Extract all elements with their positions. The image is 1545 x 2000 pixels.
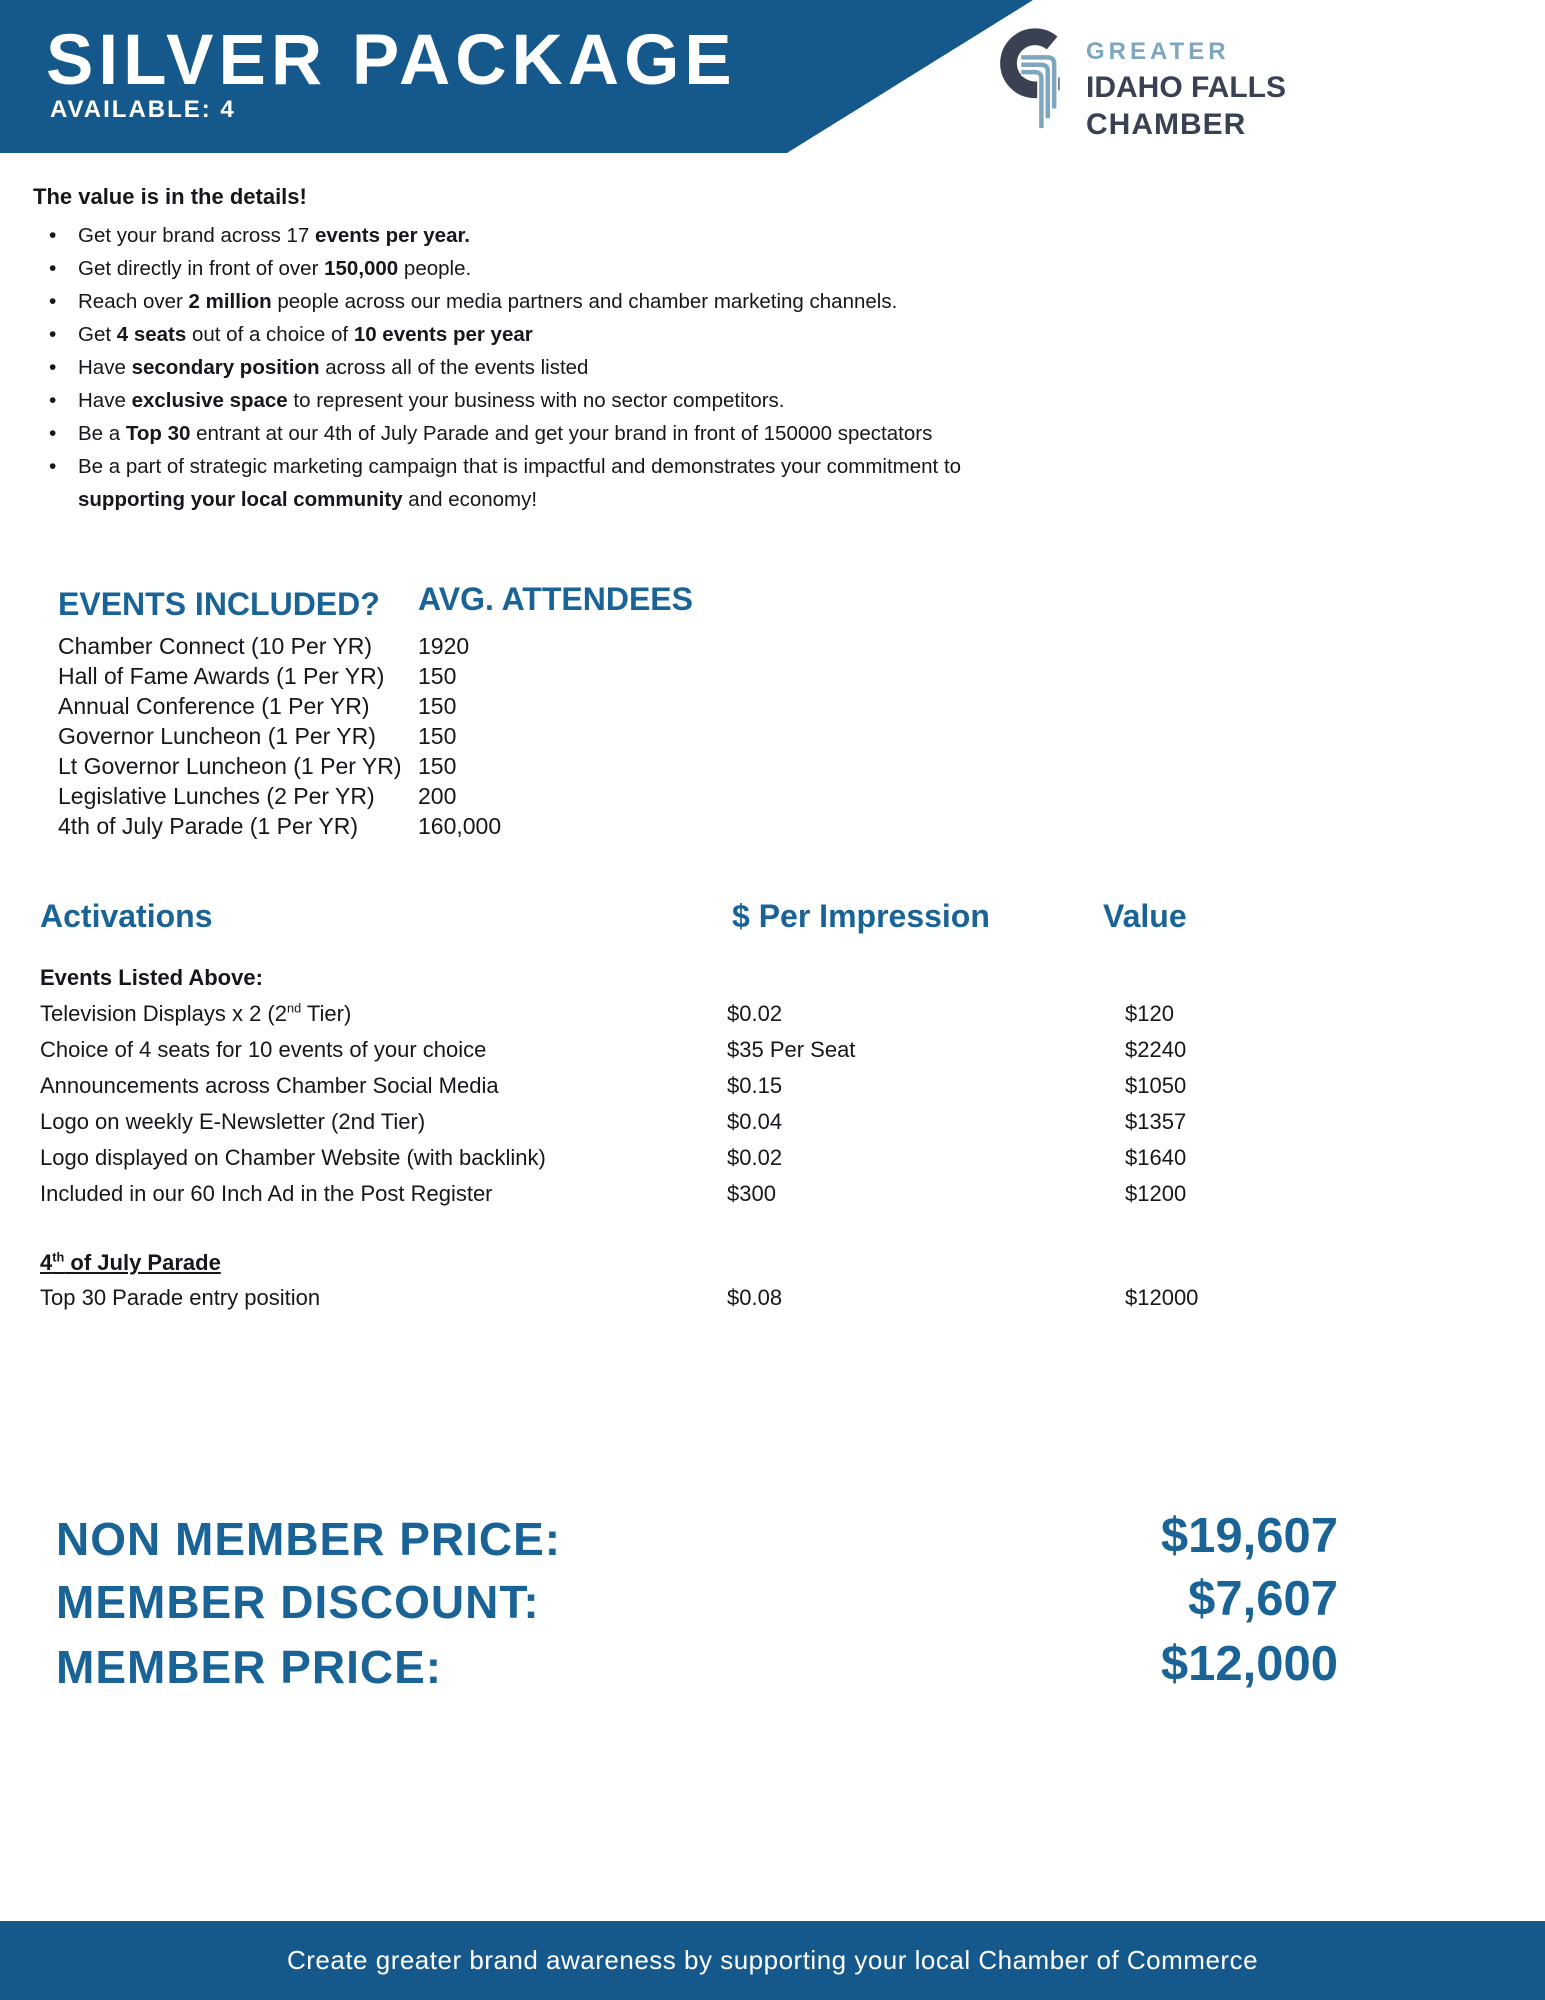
activation-impression: $300: [727, 1181, 776, 1206]
list-item: • Be a Top 30 entrant at our 4th of July Parade and get your brand in front of 150000 spectators: [33, 417, 1333, 450]
table-row: [40, 1068, 1440, 1104]
activations-header-row: [40, 898, 1440, 944]
table-row: [40, 1140, 1440, 1176]
table-row: [58, 661, 818, 691]
activation-label: Top 30 Parade entry position: [40, 1285, 321, 1310]
value-column-header: Value: [1103, 898, 1187, 934]
footer-tagline: Create greater brand awareness by supporting your local Chamber of Commerce: [286, 1945, 1259, 1975]
avg-attendees-heading: AVG. ATTENDEES: [418, 581, 693, 617]
table-row: [58, 751, 818, 781]
non-member-price-row: [56, 1509, 1338, 1570]
activation-impression: $0.15: [727, 1073, 783, 1098]
list-item: • Get your brand across 17 events per year.: [33, 219, 1333, 252]
activation-label: Announcements across Chamber Social Media: [40, 1073, 499, 1098]
event-attendees: 150: [418, 753, 457, 779]
activation-impression: $0.02: [727, 1145, 783, 1170]
activation-label: Logo displayed on Chamber Website (with backlink): [40, 1145, 546, 1170]
table-row: [58, 691, 818, 721]
table-row: [40, 1280, 1440, 1316]
event-attendees: 160,000: [418, 813, 502, 839]
event-label: Lt Governor Luncheon (1 Per YR): [58, 753, 402, 779]
list-item: • Be a part of strategic marketing campaign that is impactful and demonstrates your commitment to supporting your local community and economy!: [33, 450, 1333, 516]
table-row: [40, 1032, 1440, 1068]
chamber-logo-text: [1086, 24, 1286, 142]
activation-impression: $0.02: [727, 1001, 783, 1026]
chamber-logo: [996, 24, 1286, 142]
event-label: 4th of July Parade (1 Per YR): [58, 813, 358, 839]
list-item: • Get 4 seats out of a choice of 10 events per year: [33, 318, 1333, 351]
activation-value: $2240: [1125, 1037, 1187, 1062]
event-attendees: 150: [418, 663, 457, 689]
event-label: Hall of Fame Awards (1 Per YR): [58, 663, 385, 689]
activation-value: $120: [1125, 1001, 1174, 1026]
chamber-g-logo-icon: [996, 24, 1074, 134]
activation-impression: $0.08: [727, 1285, 783, 1310]
member-discount-label: MEMBER DISCOUNT:: [56, 1576, 540, 1628]
activation-label: Logo on weekly E-Newsletter (2nd Tier): [40, 1109, 426, 1134]
list-item: • Get directly in front of over 150,000 people.: [33, 252, 1333, 285]
event-attendees: 150: [418, 693, 457, 719]
page-title: SILVER PACKAGE: [46, 21, 737, 100]
logo-line-greater: GREATER: [1086, 38, 1230, 65]
table-row: [40, 1176, 1440, 1212]
member-discount-row: [56, 1572, 1338, 1633]
logo-line-idaho-falls: IDAHO FALLS: [1086, 71, 1286, 104]
per-impression-column-header: $ Per Impression: [732, 898, 990, 934]
activation-label: Television Displays x 2 (2nd Tier): [40, 1000, 352, 1026]
table-row: [58, 631, 818, 661]
member-price-label: MEMBER PRICE:: [56, 1641, 443, 1693]
list-item: • Reach over 2 million people across our media partners and chamber marketing channels.: [33, 285, 1333, 318]
value-details-section: [33, 184, 1333, 516]
event-label: Annual Conference (1 Per YR): [58, 693, 370, 719]
non-member-price-label: NON MEMBER PRICE:: [56, 1513, 562, 1565]
event-label: Governor Luncheon (1 Per YR): [58, 723, 376, 749]
event-attendees: 200: [418, 783, 457, 809]
table-row: [58, 781, 818, 811]
table-row: [58, 721, 818, 751]
event-attendees: 150: [418, 723, 457, 749]
table-row: [40, 996, 1440, 1032]
events-table: [58, 631, 818, 841]
events-included-heading: EVENTS INCLUDED?: [58, 586, 380, 622]
events-listed-above-heading: Events Listed Above:: [40, 965, 263, 990]
list-item: • Have exclusive space to represent your business with no sector competitors.: [33, 384, 1333, 417]
activation-label: Choice of 4 seats for 10 events of your choice: [40, 1037, 487, 1062]
list-item: • Have secondary position across all of the events listed: [33, 351, 1333, 384]
non-member-price-value: $19,607: [1160, 1509, 1338, 1563]
activations-section: [40, 898, 1440, 1316]
activations-heading: Activations: [40, 898, 213, 934]
availability-label: AVAILABLE: 4: [50, 96, 236, 123]
table-row: [58, 811, 818, 841]
footer-banner: [0, 1921, 1545, 2000]
activation-value: $1200: [1125, 1181, 1187, 1206]
event-label: Chamber Connect (10 Per YR): [58, 633, 373, 659]
event-label: Legislative Lunches (2 Per YR): [58, 783, 375, 809]
logo-line-chamber: CHAMBER: [1086, 108, 1247, 141]
activation-label: Included in our 60 Inch Ad in the Post Register: [40, 1181, 493, 1206]
activation-impression: $35 Per Seat: [727, 1037, 856, 1062]
activation-value: $1357: [1125, 1109, 1187, 1134]
activations-table: [40, 996, 1440, 1212]
activation-value: $12000: [1125, 1285, 1199, 1310]
activation-value: $1050: [1125, 1073, 1187, 1098]
member-discount-value: $7,607: [1188, 1572, 1338, 1626]
intro-heading: The value is in the details!: [33, 184, 307, 209]
member-price-row: [56, 1637, 1338, 1698]
parade-table: [40, 1280, 1440, 1316]
member-price-value: $12,000: [1160, 1637, 1338, 1691]
table-row: [40, 1104, 1440, 1140]
fourth-of-july-parade-heading: 4th of July Parade: [40, 1249, 221, 1275]
activation-impression: $0.04: [727, 1109, 783, 1134]
benefits-list: [33, 219, 1333, 516]
events-included-section: [58, 581, 818, 841]
event-attendees: 1920: [418, 633, 470, 659]
activation-value: $1640: [1125, 1145, 1187, 1170]
